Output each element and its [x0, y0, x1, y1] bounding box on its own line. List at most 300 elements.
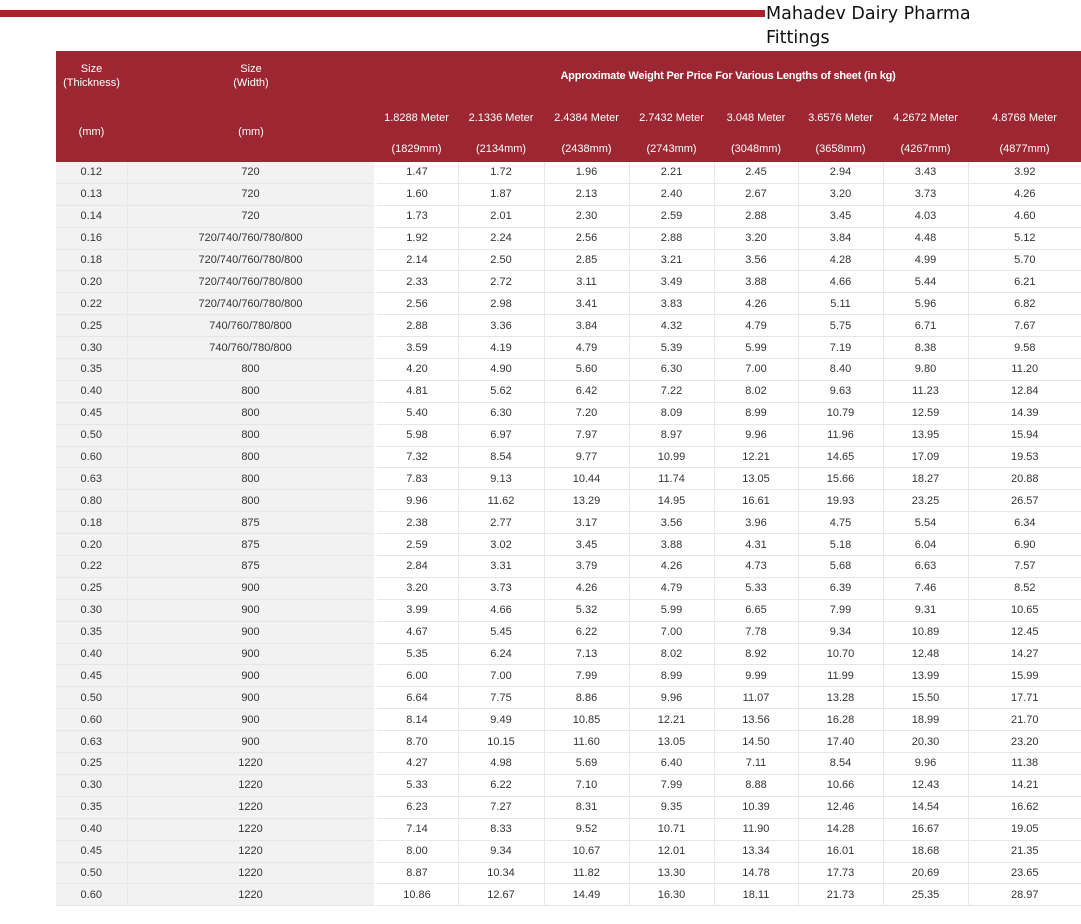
- thickness-cell: 0.16: [56, 227, 127, 249]
- thickness-cell: 0.60: [56, 446, 127, 468]
- width-cell: 900: [127, 577, 375, 599]
- weight-cell: 21.35: [968, 840, 1081, 862]
- weight-cell: 7.10: [544, 774, 629, 796]
- weight-cell: 5.32: [544, 599, 629, 621]
- table-row: [56, 774, 1081, 796]
- weight-cell: 13.05: [714, 468, 798, 490]
- thickness-cell: 0.35: [56, 359, 127, 381]
- header-length-meter: 4.2672 Meter: [883, 101, 968, 135]
- weight-cell: 7.00: [629, 621, 714, 643]
- weight-cell: 3.56: [629, 512, 714, 534]
- weight-cell: 13.29: [544, 490, 629, 512]
- weight-cell: 10.15: [458, 731, 544, 753]
- table-row: [56, 643, 1081, 665]
- weight-cell: 3.17: [544, 512, 629, 534]
- weight-cell: 5.98: [375, 424, 458, 446]
- weight-cell: 8.09: [629, 402, 714, 424]
- weight-cell: 21.73: [798, 884, 883, 906]
- width-cell: 1220: [127, 753, 375, 775]
- weight-cell: 5.96: [883, 293, 968, 315]
- width-cell: 800: [127, 468, 375, 490]
- weight-cell: 2.59: [375, 534, 458, 556]
- weight-cell: 2.88: [375, 315, 458, 337]
- thickness-cell: 0.18: [56, 249, 127, 271]
- width-cell: 1220: [127, 840, 375, 862]
- weight-cell: 4.48: [883, 227, 968, 249]
- weight-cell: 2.24: [458, 227, 544, 249]
- weight-cell: 1.92: [375, 227, 458, 249]
- weight-cell: 1.96: [544, 162, 629, 183]
- weight-cell: 5.99: [714, 337, 798, 359]
- thickness-cell: 0.40: [56, 643, 127, 665]
- weight-cell: 5.12: [968, 227, 1081, 249]
- weight-cell: 3.21: [629, 249, 714, 271]
- weight-cell: 4.66: [798, 271, 883, 293]
- weight-cell: 2.85: [544, 249, 629, 271]
- weight-cell: 10.71: [629, 818, 714, 840]
- table-row: [56, 862, 1081, 884]
- weight-cell: 4.73: [714, 556, 798, 578]
- weight-cell: 9.96: [375, 490, 458, 512]
- thickness-cell: 0.22: [56, 293, 127, 315]
- weight-cell: 9.31: [883, 599, 968, 621]
- weight-cell: 9.96: [629, 687, 714, 709]
- weight-cell: 4.26: [629, 556, 714, 578]
- width-cell: 1220: [127, 796, 375, 818]
- weight-cell: 12.84: [968, 380, 1081, 402]
- weight-cell: 28.97: [968, 884, 1081, 906]
- weight-cell: 10.66: [798, 774, 883, 796]
- weight-cell: 1.73: [375, 205, 458, 227]
- header-length-meter: 1.8288 Meter: [375, 101, 458, 135]
- header-length-mm: (4267mm): [883, 135, 968, 162]
- weight-cell: 8.14: [375, 709, 458, 731]
- weight-cell: 5.75: [798, 315, 883, 337]
- weight-cell: 2.84: [375, 556, 458, 578]
- weight-cell: 9.34: [798, 621, 883, 643]
- weight-cell: 5.99: [629, 599, 714, 621]
- weight-cell: 7.46: [883, 577, 968, 599]
- thickness-cell: 0.18: [56, 512, 127, 534]
- weight-cell: 1.60: [375, 183, 458, 205]
- thickness-cell: 0.22: [56, 556, 127, 578]
- weight-cell: 3.31: [458, 556, 544, 578]
- width-cell: 1220: [127, 884, 375, 906]
- weight-cell: 2.77: [458, 512, 544, 534]
- table-row: [56, 446, 1081, 468]
- weight-cell: 20.69: [883, 862, 968, 884]
- table-row: [56, 599, 1081, 621]
- weight-cell: 3.56: [714, 249, 798, 271]
- header-length-meter: 2.7432 Meter: [629, 101, 714, 135]
- weight-cell: 10.44: [544, 468, 629, 490]
- table-row: [56, 337, 1081, 359]
- weight-cell: 20.88: [968, 468, 1081, 490]
- weight-cell: 7.97: [544, 424, 629, 446]
- weight-cell: 7.99: [544, 665, 629, 687]
- weight-cell: 7.75: [458, 687, 544, 709]
- weight-cell: 2.59: [629, 205, 714, 227]
- weight-cell: 7.99: [629, 774, 714, 796]
- width-cell: 900: [127, 731, 375, 753]
- weight-cell: 10.79: [798, 402, 883, 424]
- thickness-cell: 0.14: [56, 205, 127, 227]
- header-size-label: Size: [240, 63, 262, 75]
- weight-cell: 9.13: [458, 468, 544, 490]
- weight-cell: 8.00: [375, 840, 458, 862]
- weight-cell: 8.33: [458, 818, 544, 840]
- weight-cell: 8.38: [883, 337, 968, 359]
- table-row: [56, 249, 1081, 271]
- width-cell: 875: [127, 512, 375, 534]
- width-cell: 800: [127, 424, 375, 446]
- weight-cell: 8.31: [544, 796, 629, 818]
- weight-cell: 17.71: [968, 687, 1081, 709]
- weight-cell: 6.30: [458, 402, 544, 424]
- weight-cell: 10.85: [544, 709, 629, 731]
- weight-cell: 14.95: [629, 490, 714, 512]
- header-length-mm: (3048mm): [714, 135, 798, 162]
- weight-cell: 14.50: [714, 731, 798, 753]
- width-cell: 900: [127, 599, 375, 621]
- table-row: [56, 665, 1081, 687]
- weight-cell: 21.70: [968, 709, 1081, 731]
- weight-cell: 5.11: [798, 293, 883, 315]
- weight-cell: 12.59: [883, 402, 968, 424]
- width-cell: 720/740/760/780/800: [127, 227, 375, 249]
- table-row: [56, 380, 1081, 402]
- header-width-unit: (mm): [127, 101, 375, 162]
- weight-cell: 4.26: [714, 293, 798, 315]
- weight-cell: 8.02: [629, 643, 714, 665]
- weight-cell: 5.60: [544, 359, 629, 381]
- weight-cell: 16.01: [798, 840, 883, 862]
- width-cell: 800: [127, 380, 375, 402]
- weight-cell: 8.86: [544, 687, 629, 709]
- weight-cell: 3.73: [883, 183, 968, 205]
- width-cell: 1220: [127, 862, 375, 884]
- width-cell: 720: [127, 205, 375, 227]
- weight-cell: 19.93: [798, 490, 883, 512]
- header-length-mm: (2438mm): [544, 135, 629, 162]
- weight-cell: 13.56: [714, 709, 798, 731]
- weight-cell: 6.42: [544, 380, 629, 402]
- width-cell: 1220: [127, 774, 375, 796]
- weight-cell: 1.87: [458, 183, 544, 205]
- table-row: [56, 753, 1081, 775]
- weight-cell: 2.14: [375, 249, 458, 271]
- weight-cell: 14.49: [544, 884, 629, 906]
- weight-cell: 12.43: [883, 774, 968, 796]
- weight-cell: 2.33: [375, 271, 458, 293]
- table-row: [56, 577, 1081, 599]
- weight-cell: 6.64: [375, 687, 458, 709]
- weight-cell: 3.88: [629, 534, 714, 556]
- weight-cell: 12.67: [458, 884, 544, 906]
- weight-cell: 17.40: [798, 731, 883, 753]
- weight-cell: 9.35: [629, 796, 714, 818]
- weight-cell: 3.73: [458, 577, 544, 599]
- weight-cell: 7.83: [375, 468, 458, 490]
- weight-cell: 17.73: [798, 862, 883, 884]
- weight-cell: 8.99: [714, 402, 798, 424]
- width-cell: 740/760/780/800: [127, 337, 375, 359]
- width-cell: 740/760/780/800: [127, 315, 375, 337]
- header-length-meter: 3.048 Meter: [714, 101, 798, 135]
- weight-cell: 7.57: [968, 556, 1081, 578]
- weight-cell: 11.38: [968, 753, 1081, 775]
- width-cell: 800: [127, 446, 375, 468]
- table-row: [56, 424, 1081, 446]
- weight-cell: 12.48: [883, 643, 968, 665]
- weight-cell: 4.26: [544, 577, 629, 599]
- table-row: [56, 687, 1081, 709]
- weight-cell: 13.99: [883, 665, 968, 687]
- weight-cell: 13.30: [629, 862, 714, 884]
- weight-cell: 2.45: [714, 162, 798, 183]
- weight-cell: 2.67: [714, 183, 798, 205]
- weight-cell: 25.35: [883, 884, 968, 906]
- weight-cell: 4.67: [375, 621, 458, 643]
- width-cell: 720/740/760/780/800: [127, 249, 375, 271]
- weight-cell: 3.02: [458, 534, 544, 556]
- weight-cell: 5.40: [375, 402, 458, 424]
- weight-cell: 9.96: [883, 753, 968, 775]
- weight-cell: 3.84: [544, 315, 629, 337]
- weight-cell: 3.45: [798, 205, 883, 227]
- header-thickness-label: (Thickness): [63, 77, 120, 89]
- weight-cell: 13.05: [629, 731, 714, 753]
- header-size-thickness: [56, 51, 127, 101]
- table-row: [56, 840, 1081, 862]
- table-row: [56, 293, 1081, 315]
- weight-cell: 7.14: [375, 818, 458, 840]
- weight-cell: 18.11: [714, 884, 798, 906]
- weight-cell: 7.32: [375, 446, 458, 468]
- table-title: Approximate Weight Per Price For Various Lengths of sheet (in kg): [375, 51, 1081, 101]
- weight-cell: 11.23: [883, 380, 968, 402]
- weight-cell: 11.82: [544, 862, 629, 884]
- weight-cell: 7.11: [714, 753, 798, 775]
- weight-table: [56, 51, 1081, 906]
- width-cell: 720/740/760/780/800: [127, 293, 375, 315]
- weight-cell: 7.22: [629, 380, 714, 402]
- weight-cell: 8.92: [714, 643, 798, 665]
- weight-cell: 7.00: [714, 359, 798, 381]
- width-cell: 800: [127, 402, 375, 424]
- weight-cell: 9.63: [798, 380, 883, 402]
- weight-cell: 9.49: [458, 709, 544, 731]
- thickness-cell: 0.20: [56, 534, 127, 556]
- weight-cell: 3.11: [544, 271, 629, 293]
- weight-cell: 12.21: [629, 709, 714, 731]
- header-length-meter: 2.1336 Meter: [458, 101, 544, 135]
- weight-cell: 7.27: [458, 796, 544, 818]
- weight-cell: 10.99: [629, 446, 714, 468]
- weight-cell: 5.54: [883, 512, 968, 534]
- header-length-mm: (3658mm): [798, 135, 883, 162]
- table-row: [56, 205, 1081, 227]
- weight-cell: 5.39: [629, 337, 714, 359]
- width-cell: 720: [127, 162, 375, 183]
- width-cell: 720: [127, 183, 375, 205]
- weight-cell: 5.33: [714, 577, 798, 599]
- weight-cell: 3.99: [375, 599, 458, 621]
- thickness-cell: 0.40: [56, 818, 127, 840]
- weight-cell: 4.31: [714, 534, 798, 556]
- weight-cell: 6.23: [375, 796, 458, 818]
- weight-cell: 2.88: [714, 205, 798, 227]
- brand-name: Mahadev Dairy Pharma Fittings: [766, 4, 971, 48]
- weight-cell: 6.24: [458, 643, 544, 665]
- weight-cell: 11.60: [544, 731, 629, 753]
- weight-cell: 9.34: [458, 840, 544, 862]
- weight-cell: 11.96: [798, 424, 883, 446]
- weight-cell: 3.49: [629, 271, 714, 293]
- weight-cell: 18.99: [883, 709, 968, 731]
- weight-cell: 2.56: [375, 293, 458, 315]
- weight-cell: 8.02: [714, 380, 798, 402]
- weight-cell: 11.20: [968, 359, 1081, 381]
- weight-cell: 10.34: [458, 862, 544, 884]
- weight-cell: 14.39: [968, 402, 1081, 424]
- width-cell: 900: [127, 621, 375, 643]
- thickness-cell: 0.63: [56, 731, 127, 753]
- weight-cell: 4.28: [798, 249, 883, 271]
- thickness-cell: 0.25: [56, 315, 127, 337]
- weight-cell: 3.79: [544, 556, 629, 578]
- thickness-cell: 0.35: [56, 621, 127, 643]
- width-cell: 800: [127, 359, 375, 381]
- weight-cell: 12.46: [798, 796, 883, 818]
- weight-cell: 6.04: [883, 534, 968, 556]
- weight-cell: 8.70: [375, 731, 458, 753]
- header-size-label: Size: [80, 63, 103, 75]
- weight-cell: 4.32: [629, 315, 714, 337]
- weight-cell: 7.78: [714, 621, 798, 643]
- table-row: [56, 731, 1081, 753]
- weight-cell: 15.94: [968, 424, 1081, 446]
- table-row: [56, 162, 1081, 183]
- weight-cell: 2.13: [544, 183, 629, 205]
- thickness-cell: 0.60: [56, 884, 127, 906]
- weight-cell: 4.81: [375, 380, 458, 402]
- top-accent-bar: [0, 10, 765, 17]
- header-width-label: (Width): [233, 77, 269, 89]
- weight-cell: 3.59: [375, 337, 458, 359]
- width-cell: 1220: [127, 818, 375, 840]
- weight-cell: 4.03: [883, 205, 968, 227]
- weight-cell: 6.30: [629, 359, 714, 381]
- weight-cell: 15.66: [798, 468, 883, 490]
- weight-cell: 9.52: [544, 818, 629, 840]
- weight-cell: 1.72: [458, 162, 544, 183]
- weight-cell: 7.67: [968, 315, 1081, 337]
- weight-cell: 4.79: [629, 577, 714, 599]
- table-head: [56, 51, 1081, 162]
- weight-cell: 10.67: [544, 840, 629, 862]
- table-row: [56, 796, 1081, 818]
- weight-cell: 4.66: [458, 599, 544, 621]
- weight-cell: 5.35: [375, 643, 458, 665]
- header-length-meter: 3.6576 Meter: [798, 101, 883, 135]
- weight-cell: 5.69: [544, 753, 629, 775]
- thickness-cell: 0.25: [56, 577, 127, 599]
- weight-cell: 9.99: [714, 665, 798, 687]
- weight-cell: 4.27: [375, 753, 458, 775]
- weight-cell: 4.60: [968, 205, 1081, 227]
- weight-cell: 10.89: [883, 621, 968, 643]
- weight-cell: 14.65: [798, 446, 883, 468]
- weight-cell: 19.53: [968, 446, 1081, 468]
- header-length-mm: (4877mm): [968, 135, 1081, 162]
- weight-cell: 3.84: [798, 227, 883, 249]
- header-length-meter: 4.8768 Meter: [968, 101, 1081, 135]
- weight-cell: 3.20: [714, 227, 798, 249]
- table-row: [56, 490, 1081, 512]
- table-row: [56, 271, 1081, 293]
- weight-cell: 9.58: [968, 337, 1081, 359]
- weight-cell: 4.99: [883, 249, 968, 271]
- weight-cell: 17.09: [883, 446, 968, 468]
- weight-cell: 13.28: [798, 687, 883, 709]
- weight-cell: 2.21: [629, 162, 714, 183]
- weight-cell: 2.88: [629, 227, 714, 249]
- thickness-cell: 0.25: [56, 753, 127, 775]
- weight-cell: 13.95: [883, 424, 968, 446]
- thickness-cell: 0.30: [56, 774, 127, 796]
- weight-cell: 4.79: [544, 337, 629, 359]
- weight-cell: 6.82: [968, 293, 1081, 315]
- weight-cell: 11.99: [798, 665, 883, 687]
- weight-cell: 5.33: [375, 774, 458, 796]
- table-row: [56, 227, 1081, 249]
- thickness-cell: 0.35: [56, 796, 127, 818]
- width-cell: 875: [127, 534, 375, 556]
- thickness-cell: 0.80: [56, 490, 127, 512]
- table-row: [56, 709, 1081, 731]
- table-row: [56, 556, 1081, 578]
- weight-cell: 6.22: [544, 621, 629, 643]
- weight-cell: 6.71: [883, 315, 968, 337]
- weight-cell: 4.19: [458, 337, 544, 359]
- table-row: [56, 315, 1081, 337]
- weight-cell: 15.99: [968, 665, 1081, 687]
- weight-cell: 14.28: [798, 818, 883, 840]
- weight-cell: 23.25: [883, 490, 968, 512]
- weight-cell: 4.20: [375, 359, 458, 381]
- thickness-cell: 0.30: [56, 599, 127, 621]
- weight-cell: 16.28: [798, 709, 883, 731]
- weight-cell: 2.72: [458, 271, 544, 293]
- thickness-cell: 0.50: [56, 424, 127, 446]
- weight-cell: 2.38: [375, 512, 458, 534]
- weight-cell: 3.41: [544, 293, 629, 315]
- weight-cell: 8.54: [798, 753, 883, 775]
- weight-cell: 2.98: [458, 293, 544, 315]
- thickness-cell: 0.50: [56, 862, 127, 884]
- weight-cell: 18.27: [883, 468, 968, 490]
- weight-cell: 7.00: [458, 665, 544, 687]
- weight-cell: 4.90: [458, 359, 544, 381]
- weight-cell: 4.79: [714, 315, 798, 337]
- thickness-cell: 0.50: [56, 687, 127, 709]
- weight-cell: 5.44: [883, 271, 968, 293]
- weight-cell: 14.78: [714, 862, 798, 884]
- table-row: [56, 818, 1081, 840]
- weight-cell: 6.21: [968, 271, 1081, 293]
- weight-cell: 2.40: [629, 183, 714, 205]
